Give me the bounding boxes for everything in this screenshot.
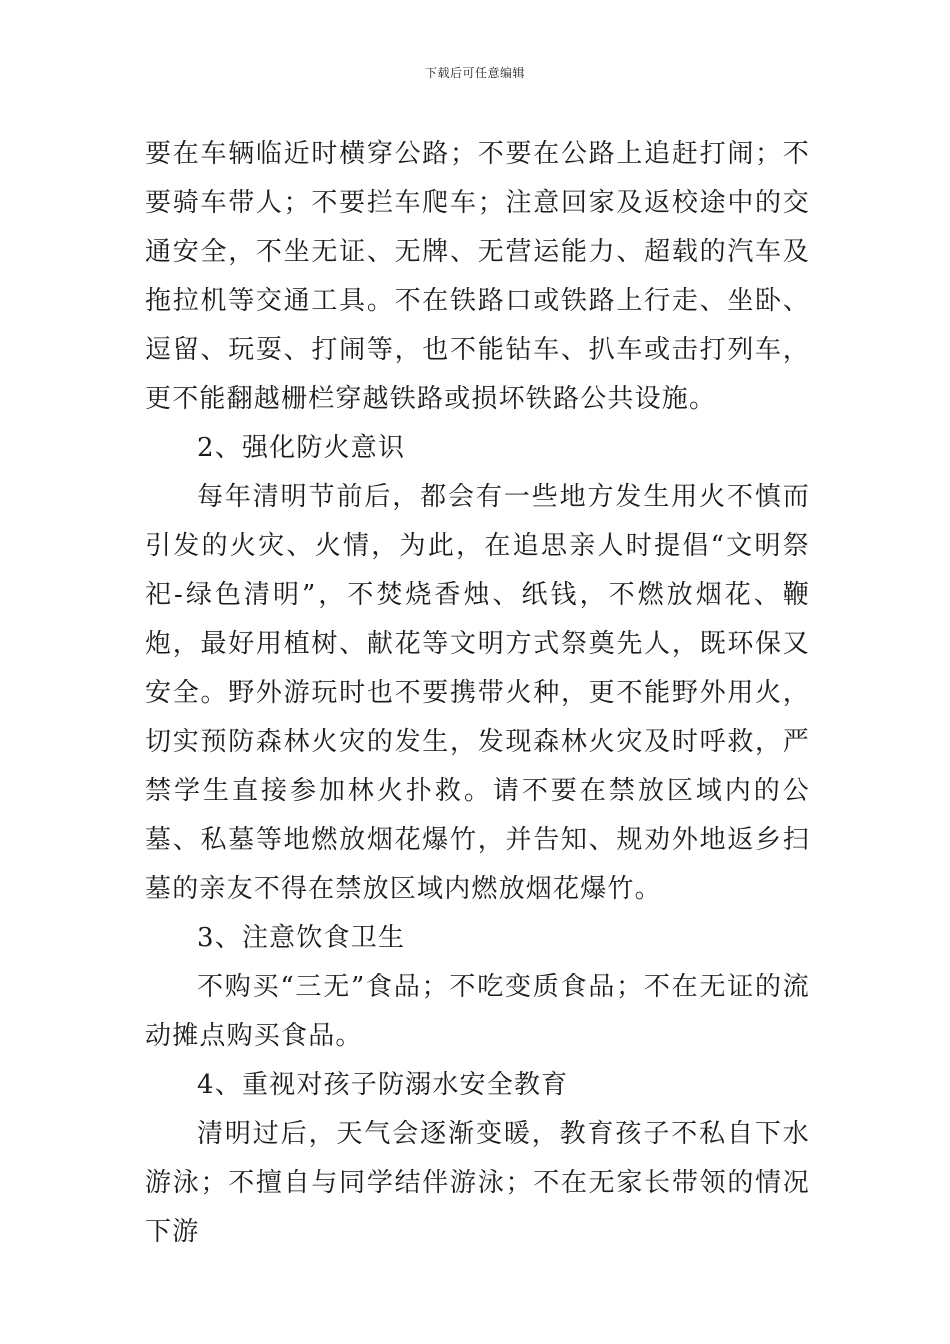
paragraph-food-hygiene: 不购买“三无”食品；不吃变质食品；不在无证的流动摊点购买食品。	[145, 972, 810, 1051]
heading-drowning-prevention: 4、重视对孩子防溺水安全教育	[197, 1070, 569, 1100]
heading-fire-prevention: 2、强化防火意识	[197, 433, 406, 463]
document-body	[145, 130, 810, 1257]
page-header-note: 下载后可任意编辑	[424, 66, 525, 80]
paragraph-traffic-safety: 要在车辆临近时横穿公路；不要在公路上追赶打闹；不要骑车带人；不要拦车爬车；注意回家及返校途中的交通安全，不坐无证、无牌、无营运能力、超载的汽车及拖拉机等交通工具。不在铁路口或铁路上行走、坐卧、逗留、玩耍、打闹等，也不能钻车、扒车或击打列车，更不能翻越栅栏穿越铁路或损坏铁路公共设施。	[145, 139, 810, 414]
paragraph-fire-prevention: 每年清明节前后，都会有一些地方发生用火不慎而引发的火灾、火情，为此，在追思亲人时提倡“文明祭祀-绿色清明”，不焚烧香烛、纸钱，不燃放烟花、鞭炮，最好用植树、献花等文明方式祭奠先人，既环保又安全。野外游玩时也不要携带火种，更不能野外用火，切实预防森林火灾的发生，发现森林火灾及时呼救，严禁学生直接参加林火扑救。请不要在禁放区域内的公墓、私墓等地燃放烟花爆竹，并告知、规劝外地返乡扫墓的亲友不得在禁放区域内燃放烟花爆竹。	[145, 482, 810, 904]
paragraph-drowning-prevention: 清明过后，天气会逐渐变暖，教育孩子不私自下水游泳；不擅自与同学结伴游泳；不在无家长带领的情况下游	[145, 1119, 810, 1247]
heading-food-hygiene: 3、注意饮食卫生	[197, 923, 406, 953]
